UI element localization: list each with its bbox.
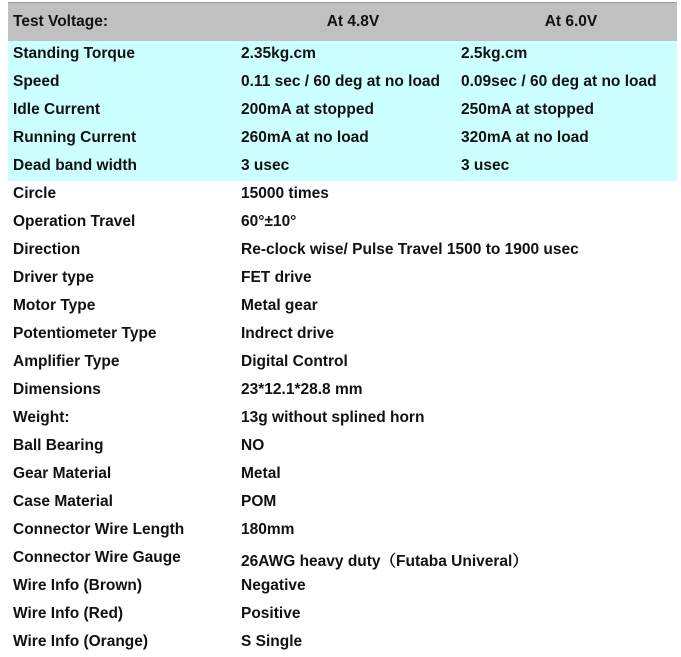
table-row: [8, 349, 677, 377]
table-row: [8, 405, 677, 433]
header-col-4-8v: At 4.8V: [326, 13, 380, 30]
row-value: NO: [241, 437, 265, 454]
value-4-8v: 260mA at no load: [241, 129, 369, 146]
table-row: [8, 209, 677, 237]
value-6-0v: 0.09sec / 60 deg at no load: [461, 73, 657, 90]
row-label: Standing Torque: [13, 45, 135, 62]
table-row: [8, 461, 677, 489]
table-row: [8, 41, 677, 69]
table-row: [8, 489, 677, 517]
row-value: Digital Control: [241, 353, 348, 370]
row-value: S Single: [241, 633, 303, 650]
table-row: [8, 153, 677, 181]
row-value: 15000 times: [241, 185, 329, 202]
row-label: Running Current: [13, 129, 137, 146]
row-label: Dead band width: [13, 157, 137, 174]
row-label: Direction: [13, 241, 81, 258]
table-row: [8, 545, 677, 573]
table-row: [8, 69, 677, 97]
row-label: Speed: [13, 73, 60, 90]
value-4-8v: 3 usec: [241, 157, 290, 174]
table-row: [8, 97, 677, 125]
row-value: 26AWG heavy duty（Futaba Univeral）: [241, 553, 528, 570]
value-6-0v: 320mA at no load: [461, 129, 589, 146]
row-value: Positive: [241, 605, 301, 622]
table-row: [8, 293, 677, 321]
row-label: Gear Material: [13, 465, 112, 482]
row-value: 13g without splined horn: [241, 409, 425, 426]
row-label: Ball Bearing: [13, 437, 104, 454]
row-value: Metal gear: [241, 297, 318, 314]
value-6-0v: 2.5kg.cm: [461, 45, 528, 62]
row-label: Wire Info (Brown): [13, 577, 143, 594]
table-row: [8, 321, 677, 349]
row-value: Negative: [241, 577, 306, 594]
row-value: Metal: [241, 465, 281, 482]
table-row: [8, 629, 677, 657]
row-label: Idle Current: [13, 101, 100, 118]
spec-table: [8, 2, 677, 657]
row-value: 60°±10°: [241, 213, 297, 230]
row-label: Wire Info (Orange): [13, 633, 149, 650]
table-row: [8, 181, 677, 209]
table-row: [8, 237, 677, 265]
row-label: Operation Travel: [13, 213, 136, 230]
table-row: [8, 573, 677, 601]
row-value: 23*12.1*28.8 mm: [241, 381, 363, 398]
table-header: [8, 2, 677, 41]
value-6-0v: 3 usec: [461, 157, 510, 174]
row-label: Connector Wire Length: [13, 521, 185, 538]
row-label: Motor Type: [13, 297, 96, 314]
row-value: 180mm: [241, 521, 295, 538]
row-value: POM: [241, 493, 277, 510]
row-label: Dimensions: [13, 381, 101, 398]
table-row: [8, 265, 677, 293]
table-row: [8, 377, 677, 405]
row-label: Connector Wire Gauge: [13, 549, 181, 566]
value-4-8v: 0.11 sec / 60 deg at no load: [241, 73, 441, 90]
value-4-8v: 200mA at stopped: [241, 101, 374, 118]
row-label: Weight:: [13, 409, 70, 426]
row-label: Potentiometer Type: [13, 325, 157, 342]
table-row: [8, 433, 677, 461]
row-value: Indrect drive: [241, 325, 335, 342]
row-label: Wire Info (Red): [13, 605, 124, 622]
table-row: [8, 125, 677, 153]
row-label: Circle: [13, 185, 57, 202]
header-col-6-0v: At 6.0V: [544, 13, 598, 30]
row-label: Driver type: [13, 269, 94, 286]
row-label: Case Material: [13, 493, 113, 510]
value-4-8v: 2.35kg.cm: [241, 45, 316, 62]
value-6-0v: 250mA at stopped: [461, 101, 594, 118]
row-value: FET drive: [241, 269, 312, 286]
table-row: [8, 517, 677, 545]
row-label: Amplifier Type: [13, 353, 120, 370]
row-value: Re-clock wise/ Pulse Travel 1500 to 1900 usec: [241, 241, 579, 258]
header-label: Test Voltage:: [13, 13, 109, 30]
table-row: [8, 601, 677, 629]
